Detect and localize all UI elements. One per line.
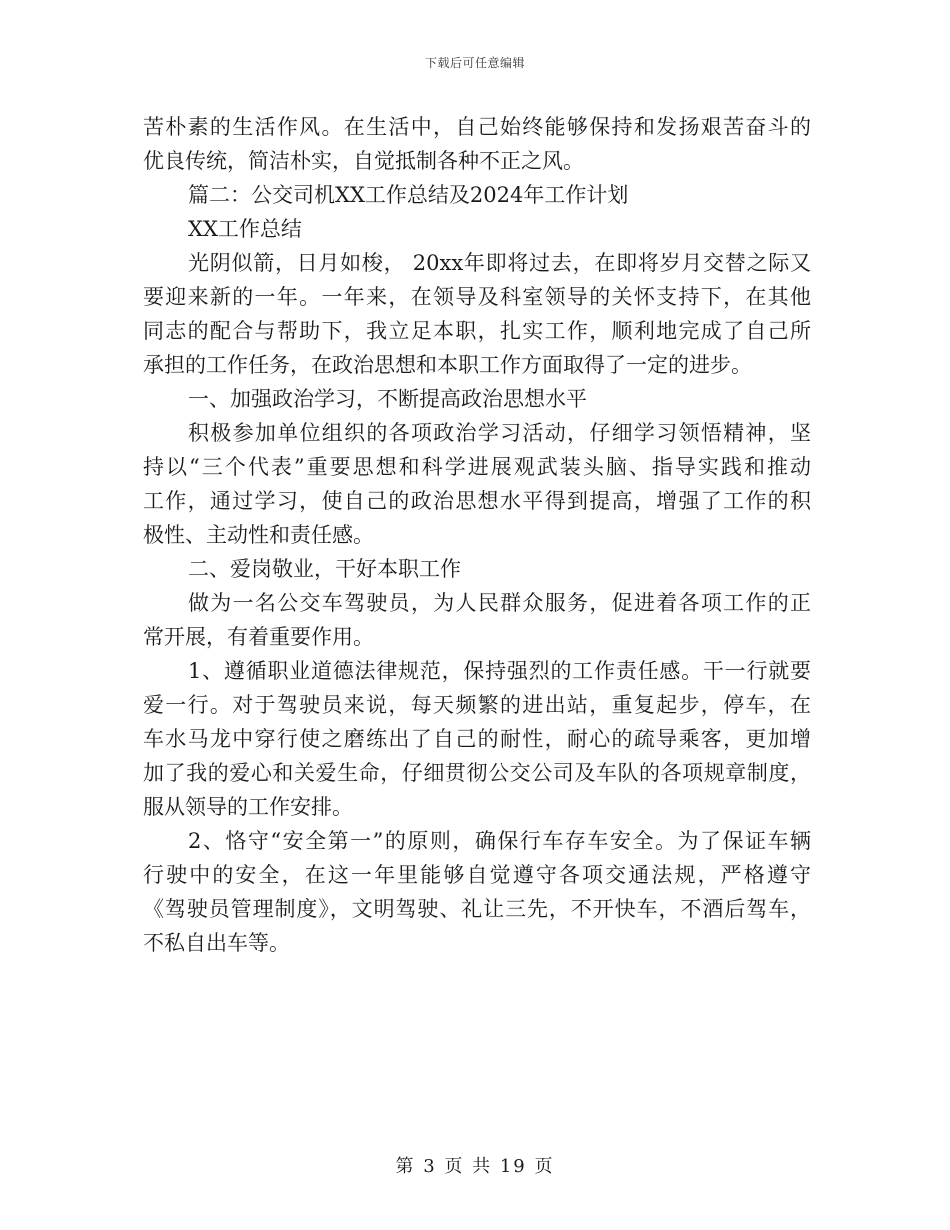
section-title: 篇二：公交司机XX工作总结及2024年工作计划 [188, 183, 629, 207]
paragraph-line: 做为一名公交车驾驶员，为人民群众服务，促进着各项工作的正 [188, 591, 811, 615]
paragraph-line: 光阴似箭，日月如梭， 20xx年即将过去，在即将岁月交替之际又 [188, 251, 811, 275]
heading-2: 二、爱岗敬业，干好本职工作 [188, 557, 461, 581]
document-body [143, 110, 811, 960]
paragraph-line: 要迎来新的一年。一年来，在领导及科室领导的关怀支持下，在其他 [143, 285, 811, 309]
heading-1: 一、加强政治学习，不断提高政治思想水平 [188, 387, 587, 411]
page-footer: 第 3 页 共 19 页 [395, 1156, 555, 1177]
paragraph-line: 优良传统，简洁朴实，自觉抵制各种不正之风。 [143, 149, 584, 173]
paragraph-line: 《驾驶员管理制度》，文明驾驶、礼让三先，不开快车，不酒后驾车， [143, 897, 811, 921]
paragraph-line: 常开展，有着重要作用。 [143, 625, 374, 649]
paragraph-line: 行驶中的安全，在这一年里能够自觉遵守各项交通法规，严格遵守 [143, 863, 811, 887]
paragraph-line: 1、遵循职业道德法律规范，保持强烈的工作责任感。干一行就要 [188, 659, 811, 683]
paragraph-line: 2、恪守“安全第一”的原则，确保行车存车安全。为了保证车辆 [188, 829, 811, 853]
paragraph-line: 苦朴素的生活作风。在生活中，自己始终能够保持和发扬艰苦奋斗的 [143, 115, 811, 139]
paragraph-line: 工作，通过学习，使自己的政治思想水平得到提高，增强了工作的积 [143, 489, 811, 513]
paragraph-line: 承担的工作任务，在政治思想和本职工作方面取得了一定的进步。 [143, 353, 752, 377]
section-subtitle: XX工作总结 [188, 217, 302, 241]
paragraph-line: 极性、主动性和责任感。 [143, 523, 374, 547]
paragraph-line: 加了我的爱心和关爱生命，仔细贯彻公交公司及车队的各项规章制度， [143, 761, 811, 785]
paragraph-line: 持以“三个代表”重要思想和科学进展观武装头脑、指导实践和推动 [143, 455, 811, 479]
paragraph-line: 服从领导的工作安排。 [143, 795, 353, 819]
paragraph-line: 积极参加单位组织的各项政治学习活动，仔细学习领悟精神，坚 [188, 421, 811, 445]
paragraph-line: 爱一行。对于驾驶员来说，每天频繁的进出站，重复起步，停车，在 [143, 693, 811, 717]
paragraph-line: 同志的配合与帮助下，我立足本职，扎实工作，顺利地完成了自己所 [143, 319, 811, 343]
paragraph-line: 车水马龙中穿行使之磨练出了自己的耐性，耐心的疏导乘客，更加增 [143, 727, 811, 751]
header-note: 下载后可任意编辑 [424, 56, 525, 70]
paragraph-line: 不私自出车等。 [143, 931, 290, 955]
